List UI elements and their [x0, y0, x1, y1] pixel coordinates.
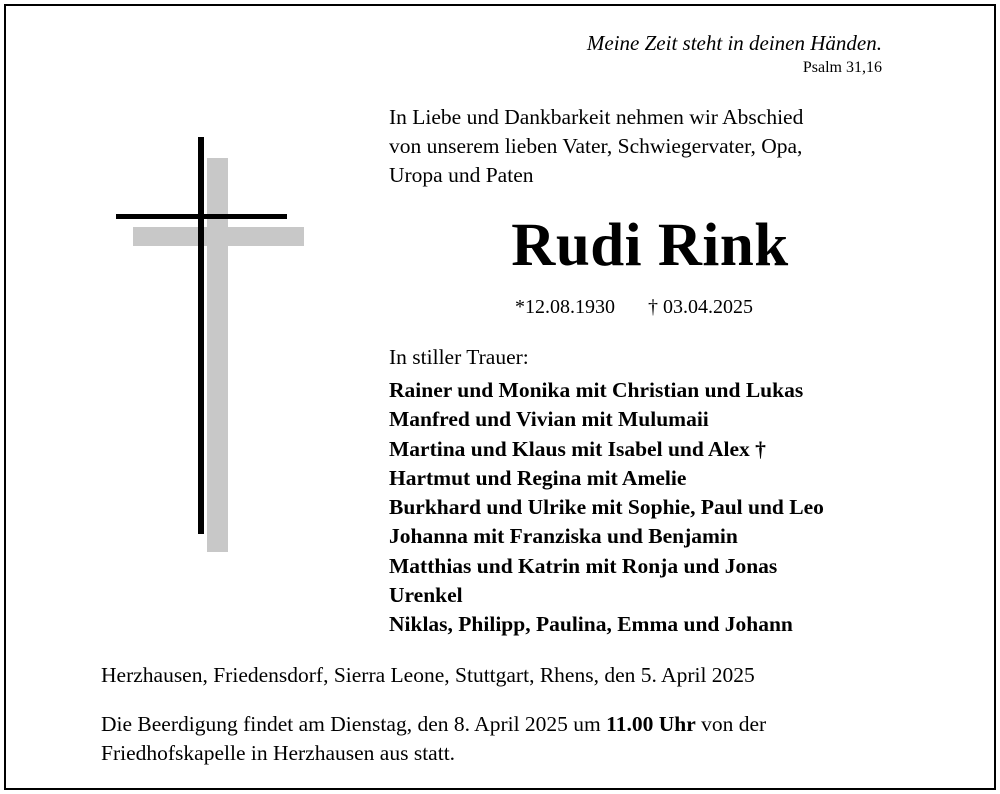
birth-date: *12.08.1930 [515, 296, 615, 318]
intro-text [389, 103, 909, 190]
intro-line: von unserem lieben Vater, Schwiegervater, Opa, [389, 134, 803, 158]
funeral-line-2: Friedhofskapelle in Herzhausen aus statt. [101, 741, 456, 765]
deceased-name: Rudi Rink [511, 212, 789, 279]
intro-line: Uropa und Paten [389, 163, 534, 187]
motto-block [587, 30, 882, 78]
funeral-text-after-time: von der [695, 712, 767, 736]
mourner-entry: Niklas, Philipp, Paulina, Emma und Johann [389, 612, 793, 637]
motto-quote: Meine Zeit steht in deinen Händen. [586, 31, 882, 55]
cross-icon [0, 0, 320, 580]
mourner-entry: Hartmut und Regina mit Amelie [389, 465, 687, 490]
mourners-list [389, 376, 949, 640]
mourner-entry: Urenkel [389, 583, 463, 608]
cross-horizontal-beam [116, 214, 287, 219]
death-date: † 03.04.2025 [648, 296, 753, 318]
mourning-heading: In stiller Trauer: [389, 345, 529, 369]
mourner-entry: Johanna mit Franziska und Benjamin [389, 524, 738, 549]
mourner-entry: Manfred und Vivian mit Mulumaii [389, 407, 709, 432]
cross-vertical-beam [198, 137, 204, 534]
funeral-time: 11.00 Uhr [606, 712, 696, 736]
mourner-entry: Martina und Klaus mit Isabel und Alex † [389, 436, 766, 461]
intro-line: In Liebe und Dankbarkeit nehmen wir Abschied [389, 105, 804, 129]
place-date-line: Herzhausen, Friedensdorf, Sierra Leone, Stuttgart, Rhens, den 5. April 2025 [101, 663, 755, 687]
mourner-entry: Rainer und Monika mit Christian und Lukas [389, 378, 804, 402]
mourner-entry: Matthias und Katrin mit Ronja und Jonas [389, 553, 778, 578]
funeral-line-1 [101, 710, 961, 739]
psalm-reference: Psalm 31,16 [802, 59, 882, 76]
funeral-text-before-time: Die Beerdigung findet am Dienstag, den 8. April 2025 um [101, 712, 607, 736]
funeral-info [101, 710, 961, 768]
mourner-entry: Burkhard und Ulrike mit Sophie, Paul und Leo [389, 495, 824, 520]
cross-shadow-horizontal-beam [133, 227, 304, 246]
